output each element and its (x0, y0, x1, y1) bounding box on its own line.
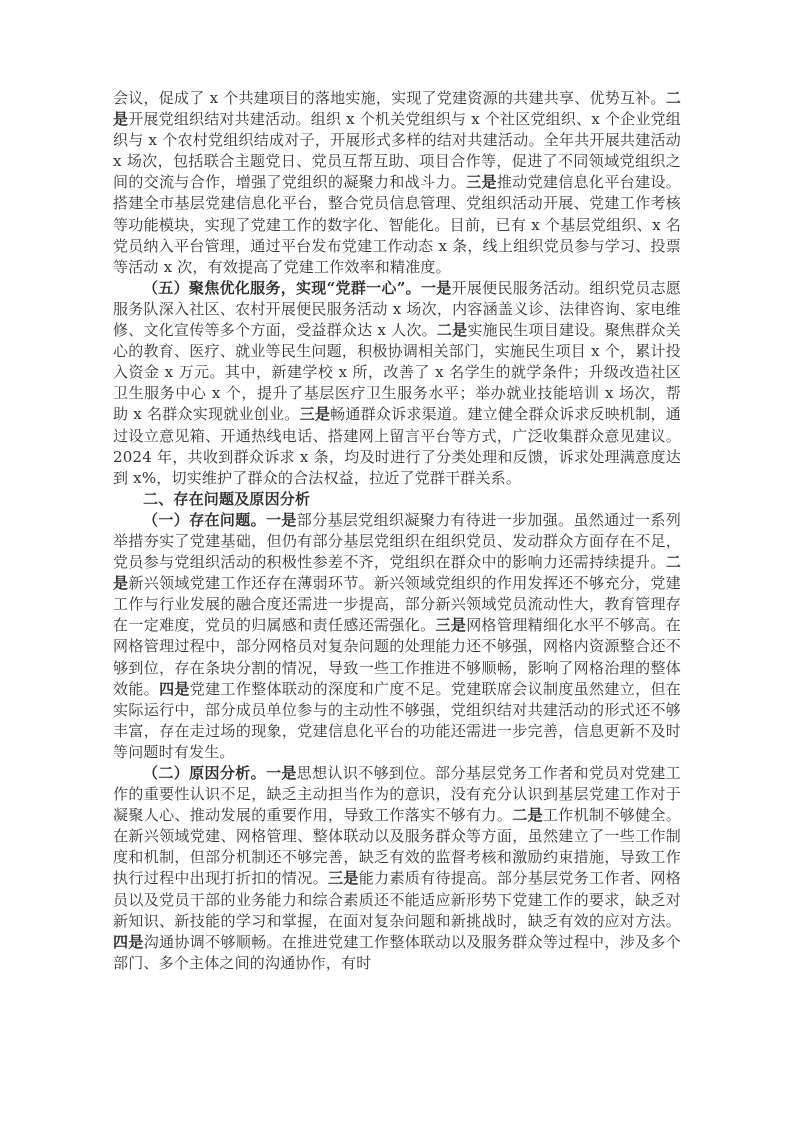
text-run: 工作机制不够健全。在新兴领域党建、网格管理、整体联动以及服务群众等方面，虽然建立了一些工作制度和机制，但部分机制还不够完善，缺乏有效的监督考核和激励约束措施，导致工作执行过程中出现打折扣的情况。 (113, 806, 681, 888)
text-run: 开展便民服务活动。组织党员志愿服务队深入社区、农村开展便民服务活动 x 场次，内容涵盖义诊、法律咨询、家电维修、文化宣传等多个方面，受益群众达 x 人次。 (113, 278, 681, 340)
paragraph-existing-problems (113, 510, 681, 763)
bold-text-run: 二是 (113, 89, 681, 129)
bold-text-run: 四是 (113, 932, 144, 951)
bold-text-run: 三是 (466, 173, 497, 192)
bold-text-run: 四是 (159, 679, 190, 698)
paragraph-cause-analysis (113, 763, 681, 974)
bold-text-run: 二是 (512, 806, 543, 825)
bold-text-run: 二、存在问题及原因分析 (143, 489, 311, 508)
text-run: 畅通群众诉求渠道。建立健全群众诉求反映机制，通过设立意见箱、开通热线电话、搭建网上留言平台等方式，广泛收集群众意见建议。2024 年，共收到群众诉求 x 条，均及时进行了分类处理和反馈，诉求处理满意度达到 x%，切实维护了群众的合法权益，拉近了党群干群关系。 (113, 405, 682, 487)
bold-text-run: 三是 (435, 616, 467, 635)
heading-section-2-problems-and-causes (113, 489, 681, 510)
bold-text-run: 三是 (299, 405, 331, 424)
document-body (113, 88, 681, 974)
bold-text-run: 二是 (113, 553, 681, 593)
text-run: 能力素质有待提高。部分基层党务工作者、网格员以及党员干部的业务能力和综合素质还不能适应新形势下党建工作的要求，缺乏对新知识、新技能的学习和掌握，在面对复杂问题和新挑战时，缺乏有效的应对方法。 (113, 869, 682, 930)
text-run: 部分基层党组织凝聚力有待进一步加强。虽然通过一系列举措夯实了党建基础，但仍有部分基层党组织在组织党员、发动群众方面存在不足，党员参与党组织活动的积极性参差不齐，党组织在群众中的影响力还需持续提升。 (113, 510, 681, 572)
bold-text-run: （一）存在问题。一是 (143, 510, 297, 529)
text-run: 沟通协调不够顺畅。在推进党建工作整体联动以及服务群众等过程中，涉及多个部门、多个主体之间的沟通协作，有时 (113, 932, 681, 972)
text-run: 新兴领域党建工作还存在薄弱环节。新兴领域党组织的作用发挥还不够充分，党建工作与行业发展的融合度还需进一步提高，部分新兴领域党员流动性大，教育管理存在一定难度，党员的归属感和责任感还需强化。 (113, 574, 681, 635)
text-run: 思想认识不够到位。部分基层党务工作者和党员对党建工作的重要性认识不足，缺乏主动担当作为的意识，没有充分认识到基层党建工作对于凝聚人心、推动发展的重要作用，导致工作落实不够有力。 (113, 764, 681, 825)
text-run: 会议，促成了 x 个共建项目的落地实施，实现了党建资源的共建共享、优势互补。 (113, 89, 666, 107)
text-run: 实施民生项目建设。聚焦群众关心的教育、医疗、就业等民生问题，积极协调相关部门，实施民生项目 x 个，累计投入资金 x 万元。其中，新建学校 x 所，改善了 x 名学生的就学条件；升级改造社区卫生服务中心 x 个，提升了基层医疗卫生服务水平；举办就业技能培训 x 场次，帮助 x 名群众实现就业创业。 (113, 321, 681, 424)
text-run: 党建工作整体联动的深度和广度不足。党建联席会议制度虽然建立，但在实际运行中，部分成员单位参与的主动性不够强，党组织结对共建活动的形式还不够丰富，存在走过场的现象，党建信息化平台的功能还需进一步完善，信息更新不及时等问题时有发生。 (113, 679, 682, 761)
text-run: 网格管理精细化水平不够高。在网格管理过程中，部分网格员对复杂问题的处理能力还不够强，网格内资源整合还不够到位，存在条块分割的情况，导致一些工作推进不够顺畅，影响了网格治理的整体效能。 (113, 616, 682, 698)
bold-text-run: （五）聚焦优化服务，实现“党群一心”。一是 (143, 278, 452, 297)
text-run: 推动党建信息化平台建设。搭建全市基层党建信息化平台，整合党员信息管理、党组织活动开展、党建工作考核等功能模块，实现了党建工作的数字化、智能化。目前，已有 x 个基层党组织、x 名党员纳入平台管理，通过平台发布党建工作动态 x 条，线上组织党员参与学习、投票等活动 x 次，有效提高了党建工作效率和精准度。 (113, 173, 681, 276)
text-run: 开展党组织结对共建活动。组织 x 个机关党组织与 x 个社区党组织、x 个企业党组织与 x 个农村党组织结成对子，开展形式多样的结对共建活动。全年共开展共建活动 x 场次，包括联合主题党日、党员互帮互助、项目合作等，促进了不同领域党组织之间的交流与合作，增强了党组织的凝聚力和战斗力。 (113, 110, 681, 192)
paragraph-section-5-service (113, 278, 681, 489)
bold-text-run: 三是 (327, 869, 359, 888)
paragraph-continuation-joint-building (113, 88, 681, 278)
bold-text-run: （二）原因分析。一是 (143, 764, 297, 782)
bold-text-run: 二是 (436, 321, 468, 340)
